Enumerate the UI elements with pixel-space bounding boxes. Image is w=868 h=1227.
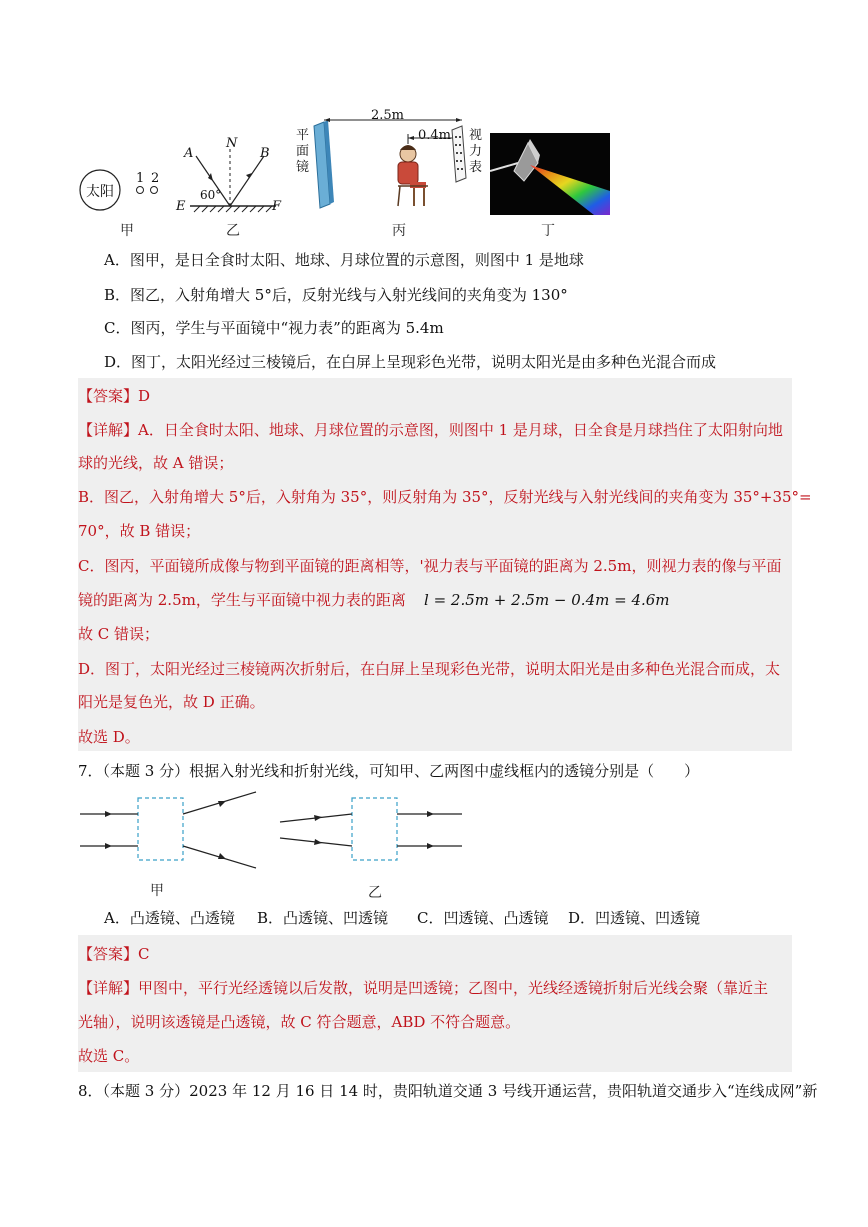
label-F: F	[272, 199, 282, 214]
q7-option-a: A．凸透镜、凸透镜	[104, 909, 235, 927]
q7-answer: 【答案】C	[78, 945, 150, 963]
caption-bing: 丙	[392, 223, 406, 239]
q7-caption-yi: 乙	[368, 885, 382, 901]
q6-explain-line: 70°，故 B 错误；	[78, 522, 201, 540]
q7-option-d: D．凹透镜、凹透镜	[568, 909, 701, 927]
label-2: 2	[151, 171, 160, 186]
mirror-label: 平面镜	[296, 128, 310, 175]
sun-label: 太阳	[86, 184, 114, 200]
q6-explain-line: B．图乙，入射角增大 5°后，入射角为 35°，则反射角为 35°，反射光线与入射光线间的夹角变为 35°+35°=	[78, 488, 812, 506]
q6-option-b: B．图乙，入射角增大 5°后，反射光线与入射光线间的夹角变为 130°	[104, 286, 568, 304]
q7-explain-line: 【详解】甲图中，平行光经透镜以后发散，说明是凹透镜；乙图中，光线经透镜折射后光线会聚（靠近主	[78, 979, 769, 997]
caption-ding: 丁	[541, 223, 555, 239]
label-E: E	[176, 199, 186, 214]
prism-photo	[490, 133, 610, 215]
distance-total: 2.5m	[371, 108, 405, 123]
q7-option-b: B．凸透镜、凹透镜	[257, 909, 389, 927]
q6-option-c: C．图丙，学生与平面镜中“视力表”的距离为 5.4m	[104, 319, 444, 337]
q7-stem: 7．（本题 3 分）根据入射光线和折射光线，可知甲、乙两图中虚线框内的透镜分别是（ ）	[78, 762, 700, 780]
q8-stem: 8．（本题 3 分）2023 年 12 月 16 日 14 时，贵阳轨道交通 3 号线开通运营，贵阳轨道交通步入“连线成网”新	[78, 1082, 818, 1100]
q7-explain-line: 光轴），说明该透镜是凸透镜，故 C 符合题意，ABD 不符合题意。	[78, 1013, 521, 1031]
distance-small: 0.4m	[418, 128, 452, 143]
q6-formula: l = 2.5m + 2.5m − 0.4m = 4.6m	[424, 591, 670, 609]
q6-option-d: D．图丁，太阳光经过三棱镜后，在白屏上呈现彩色光带，说明太阳光是由多种色光混合而成	[104, 353, 717, 371]
caption-yi: 乙	[226, 223, 240, 239]
q7-option-c: C．凹透镜、凸透镜	[417, 909, 549, 927]
q7-explain-line: 故选 C。	[78, 1047, 140, 1065]
q6-explain-line: 【详解】A．日全食时太阳、地球、月球位置的示意图，则图中 1 是月球，日全食是月球挡住了太阳射向地	[78, 421, 783, 439]
q6-explain-line: C．图丙，平面镜所成像与物到平面镜的距离相等，'视力表与平面镜的距离为 2.5m，则视力表的像与平面	[78, 557, 782, 575]
label-N: N	[226, 136, 238, 151]
q7-caption-jia: 甲	[150, 883, 164, 899]
label-A: A	[184, 146, 194, 161]
q6-explain-line: 阳光是复色光，故 D 正确。	[78, 693, 265, 711]
q6-explain-line: 故选 D。	[78, 728, 140, 746]
q6-explain-line: 故 C 错误；	[78, 625, 160, 643]
q6-explain-line: 球的光线，故 A 错误；	[78, 454, 234, 472]
q6-explain-line: 镜的距离为 2.5m，学生与平面镜中视力表的距离	[78, 591, 406, 609]
q6-answer: 【答案】D	[78, 387, 151, 405]
angle-label: 60°	[200, 188, 222, 202]
q6-explain-line: D．图丁，太阳光经过三棱镜两次折射后，在白屏上呈现彩色光带，说明太阳光是由多种色光混合而成，太	[78, 660, 781, 678]
eye-chart-scene	[310, 108, 470, 214]
caption-jia: 甲	[120, 223, 134, 239]
q6-option-a: A．图甲，是日全食时太阳、地球、月球位置的示意图，则图中 1 是地球	[104, 251, 584, 269]
label-B: B	[260, 146, 270, 161]
lens-diagram	[78, 790, 468, 870]
label-1: 1	[136, 171, 145, 186]
eye-chart-label: 视力表	[469, 128, 483, 175]
